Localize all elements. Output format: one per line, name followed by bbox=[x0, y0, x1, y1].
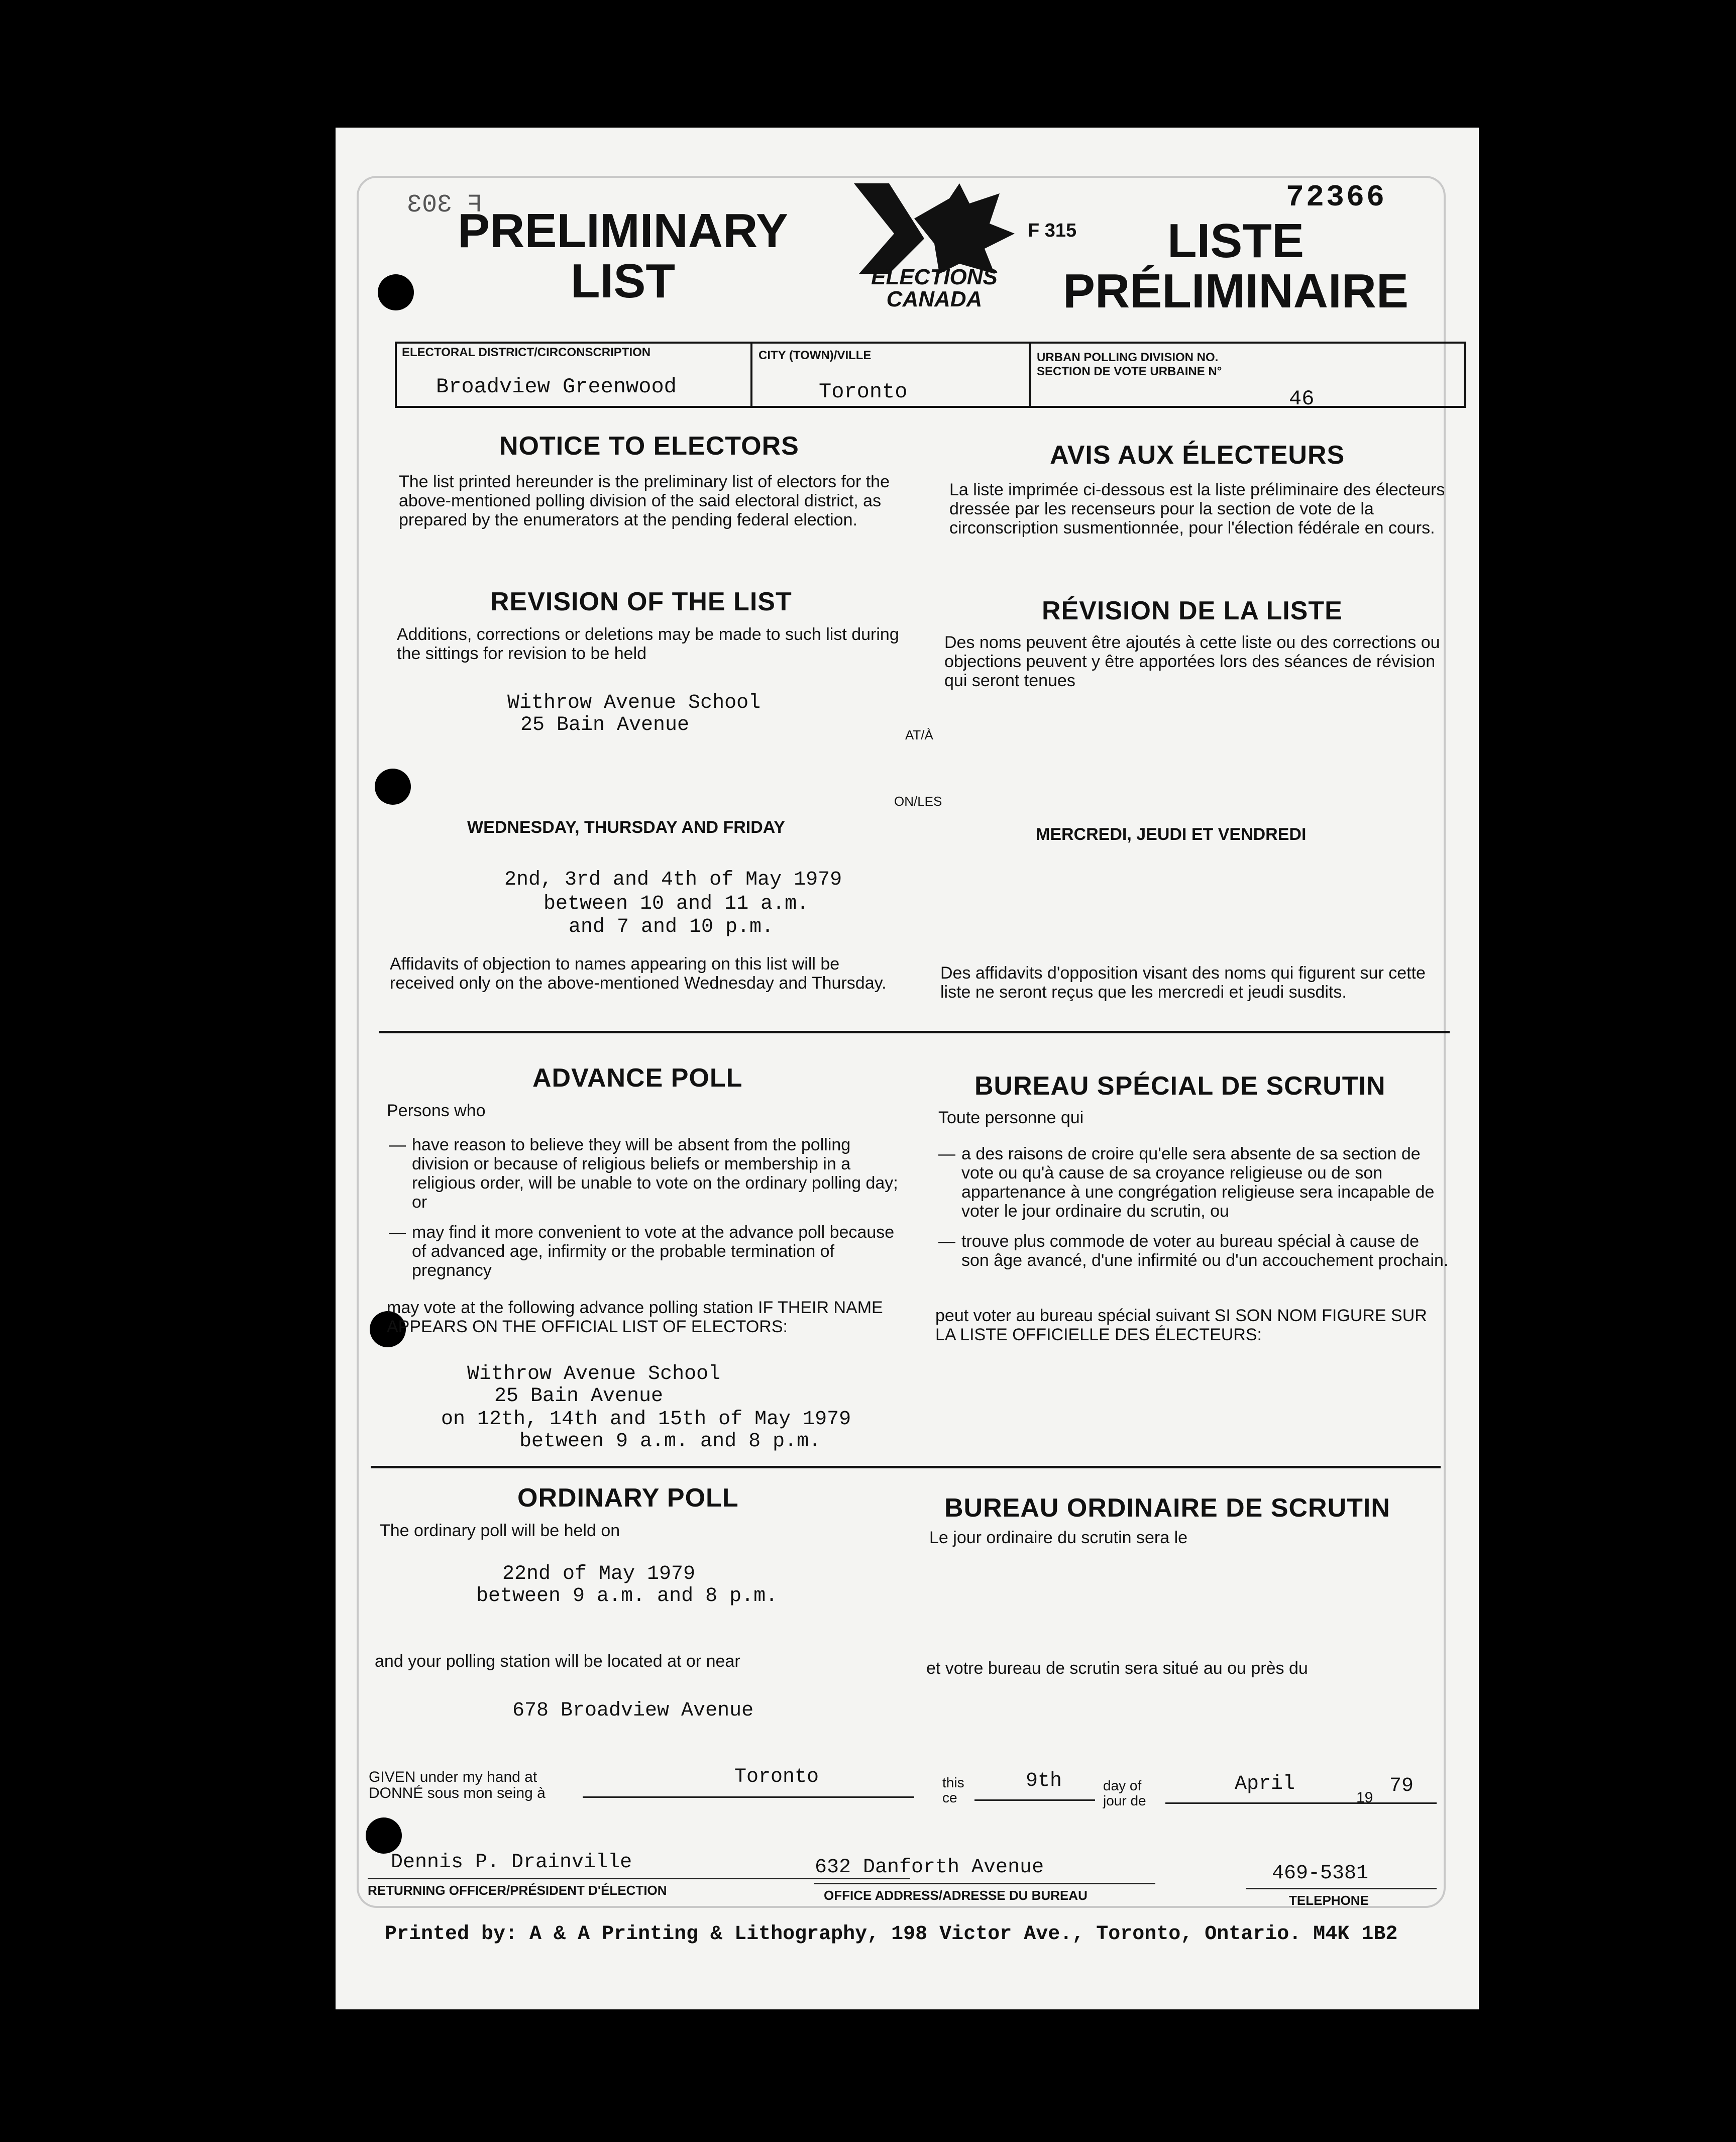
division-label-1: URBAN POLLING DIVISION NO. bbox=[1037, 351, 1219, 364]
officer-name: Dennis P. Drainville bbox=[391, 1851, 632, 1874]
revision-days-fr: MERCREDI, JEUDI ET VENDREDI bbox=[1036, 825, 1307, 844]
ordinary-title-en: ORDINARY POLL bbox=[517, 1483, 739, 1513]
city-value: Toronto bbox=[819, 380, 908, 404]
notice-text-fr: La liste imprimée ci-dessous est la liste préliminaire des électeurs dressée par les recenseurs pour la section de vote de la circonscription susmentionnée, pour l'élection fédérale en cours. bbox=[949, 480, 1445, 538]
officer-name-label: RETURNING OFFICER/PRÉSIDENT D'ÉLECTION bbox=[368, 1883, 667, 1898]
month-line bbox=[1165, 1802, 1437, 1804]
title-fr bbox=[1050, 216, 1422, 316]
officer-address: 632 Danforth Avenue bbox=[815, 1856, 1044, 1879]
title-en-line1: PRELIMINARY bbox=[458, 204, 788, 258]
year-prefix: 19 bbox=[1356, 1789, 1373, 1806]
field-divider bbox=[750, 342, 752, 406]
punch-hole bbox=[378, 274, 414, 310]
ordinary-text-en: The ordinary poll will be held on bbox=[380, 1521, 620, 1540]
day-of-label bbox=[1103, 1778, 1146, 1808]
advance-place-1: Withrow Avenue School bbox=[467, 1363, 721, 1385]
this-label-en: this bbox=[942, 1775, 964, 1790]
address-line bbox=[814, 1883, 1155, 1884]
serial-number: 72366 bbox=[1286, 181, 1387, 215]
day-line bbox=[974, 1799, 1095, 1801]
given-month: April bbox=[1235, 1773, 1295, 1795]
advance-persons-fr: Toute personne qui bbox=[938, 1108, 1084, 1127]
given-label bbox=[369, 1769, 546, 1801]
place-line bbox=[583, 1796, 914, 1798]
ordinary-location-fr: et votre bureau de scrutin sera situé au ou près du bbox=[926, 1659, 1308, 1678]
given-place: Toronto bbox=[734, 1766, 819, 1788]
ordinary-location-value: 678 Broadview Avenue bbox=[512, 1699, 754, 1722]
ordinary-title-fr: BUREAU ORDINAIRE DE SCRUTIN bbox=[944, 1493, 1390, 1523]
advance-item2-en: may find it more convenient to vote at the advance poll because of advanced age, infirmity or the probable termination of pregnancy bbox=[412, 1223, 895, 1280]
advance-title-fr: BUREAU SPÉCIAL DE SCRUTIN bbox=[974, 1072, 1386, 1101]
revision-title-fr: RÉVISION DE LA LISTE bbox=[1042, 596, 1343, 625]
day-of-label-en: day of bbox=[1103, 1778, 1142, 1793]
revision-dates-2: between 10 and 11 a.m. bbox=[544, 893, 809, 915]
advance-dates-1: on 12th, 14th and 15th of May 1979 bbox=[441, 1408, 851, 1431]
district-label: ELECTORAL DISTRICT/CIRCONSCRIPTION bbox=[402, 346, 651, 359]
form-number: F 315 bbox=[1028, 220, 1077, 241]
affidavit-en: Affidavits of objection to names appearing on this list will be received only on the above-mentioned Wednesday and Thursday. bbox=[390, 954, 887, 993]
revision-days-en: WEDNESDAY, THURSDAY AND FRIDAY bbox=[467, 818, 785, 837]
given-year: 79 bbox=[1389, 1775, 1414, 1797]
ordinary-date-1: 22nd of May 1979 bbox=[502, 1563, 696, 1585]
officer-phone: 469-5381 bbox=[1272, 1862, 1369, 1885]
this-label-fr: ce bbox=[942, 1790, 957, 1805]
revision-dates-1: 2nd, 3rd and 4th of May 1979 bbox=[504, 869, 842, 891]
divider-line bbox=[379, 1031, 1450, 1033]
division-value: 46 bbox=[1289, 387, 1315, 411]
city-label: CITY (TOWN)/VILLE bbox=[758, 349, 872, 362]
ordinary-date-2: between 9 a.m. and 8 p.m. bbox=[476, 1585, 778, 1608]
advance-item1-en: have reason to believe they will be absent from the polling division or because of religious beliefs or membership in a religious order, will be unable to vote on the ordinary polling day; or bbox=[412, 1135, 898, 1212]
revision-place-2: 25 Bain Avenue bbox=[520, 714, 690, 736]
title-en-line2: LIST bbox=[571, 254, 675, 308]
phone-line bbox=[1246, 1888, 1437, 1889]
day-of-label-fr: jour de bbox=[1103, 1793, 1146, 1808]
notice-text-en: The list printed hereunder is the preliminary list of electors for the above-mentioned polling division of the said electoral district, as prepared by the enumerators at the pending federal election. bbox=[399, 472, 890, 529]
punch-hole bbox=[366, 1817, 402, 1854]
revision-dates-3: and 7 and 10 p.m. bbox=[569, 916, 774, 938]
affidavit-fr: Des affidavits d'opposition visant des noms qui figurent sur cette liste ne seront reçus que les mercredi et jeudi susdits. bbox=[940, 963, 1426, 1002]
maple-x-icon bbox=[849, 178, 1020, 279]
officer-address-label: OFFICE ADDRESS/ADRESSE DU BUREAU bbox=[824, 1888, 1088, 1903]
advance-item1-fr: a des raisons de croire qu'elle sera absente de sa section de vote ou qu'à cause de sa croyance religieuse ou de son appartenance à une congrégation religieuse sera incapable de voter le jour ordinaire du scrutin, ou bbox=[961, 1144, 1435, 1221]
field-divider bbox=[1029, 342, 1031, 406]
divider-line bbox=[371, 1466, 1441, 1468]
on-label: ON/LES bbox=[894, 794, 942, 809]
given-day: 9th bbox=[1026, 1770, 1062, 1792]
officer-phone-label: TELEPHONE bbox=[1289, 1893, 1369, 1908]
given-label-en: GIVEN under my hand at bbox=[369, 1769, 537, 1785]
elections-canada-logo bbox=[849, 178, 1020, 314]
revision-title-en: REVISION OF THE LIST bbox=[490, 587, 792, 616]
revision-text-fr: Des noms peuvent être ajoutés à cette liste ou des corrections ou objections peuvent y être apportées lors des séances de révision qui seront tenues bbox=[944, 633, 1440, 690]
revision-text-en: Additions, corrections or deletions may be made to such list during the sittings for revision to be held bbox=[397, 625, 899, 663]
ordinary-location-en: and your polling station will be located at or near bbox=[375, 1652, 740, 1671]
advance-item2-fr: trouve plus commode de voter au bureau spécial à cause de son âge avancé, d'une infirmité ou d'un accouchement prochain. bbox=[961, 1232, 1449, 1270]
notice-title-fr: AVIS AUX ÉLECTEURS bbox=[1050, 441, 1345, 470]
advance-dates-2: between 9 a.m. and 8 p.m. bbox=[519, 1430, 821, 1453]
advance-may-vote-fr: peut voter au bureau spécial suivant SI SON NOM FIGURE SUR LA LISTE OFFICIELLE DES ÉLECTEURS: bbox=[935, 1306, 1427, 1344]
advance-persons-en: Persons who bbox=[387, 1101, 486, 1120]
logo-line2: CANADA bbox=[886, 287, 983, 311]
punch-hole bbox=[375, 769, 411, 805]
advance-title-en: ADVANCE POLL bbox=[532, 1063, 743, 1093]
ordinary-text-fr: Le jour ordinaire du scrutin sera le bbox=[929, 1528, 1188, 1547]
district-value: Broadview Greenwood bbox=[436, 375, 677, 399]
advance-may-vote-en: may vote at the following advance polling station IF THEIR NAME APPEARS ON THE OFFICIAL LIST OF ELECTORS: bbox=[387, 1298, 883, 1336]
notice-title-en: NOTICE TO ELECTORS bbox=[499, 432, 799, 461]
printer-line: Printed by: A & A Printing & Lithography, 198 Victor Ave., Toronto, Ontario. M4K 1B2 bbox=[385, 1923, 1398, 1946]
title-fr-line1: LISTE bbox=[1167, 214, 1304, 268]
at-label: AT/À bbox=[905, 727, 933, 742]
title-fr-line2: PRÉLIMINAIRE bbox=[1062, 264, 1409, 318]
given-label-fr: DONNÉ sous mon seing à bbox=[369, 1785, 546, 1801]
advance-place-2: 25 Bain Avenue bbox=[494, 1385, 664, 1408]
title-en bbox=[442, 206, 804, 306]
this-label bbox=[942, 1775, 964, 1805]
logo-line1: ELECTIONS bbox=[871, 265, 998, 289]
form-number-bleed: F 303 bbox=[407, 191, 483, 220]
revision-place-1: Withrow Avenue School bbox=[507, 692, 761, 714]
division-label-2: SECTION DE VOTE URBAINE N° bbox=[1037, 365, 1222, 378]
